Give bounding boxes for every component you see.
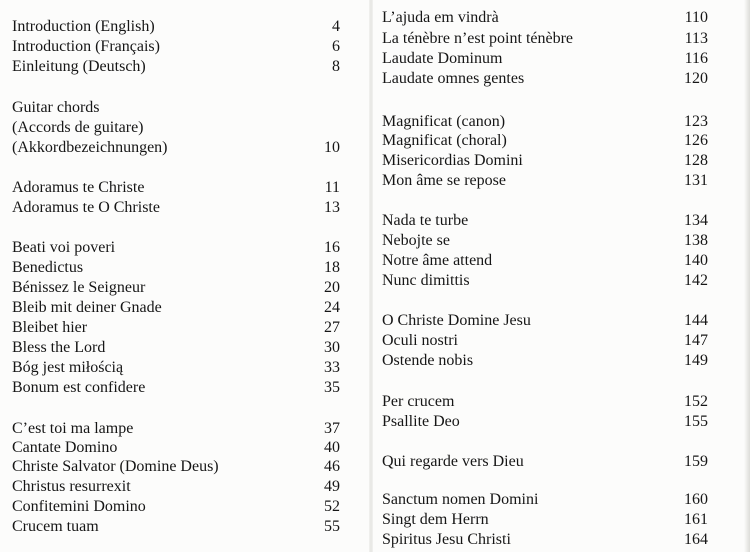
entry-page: 46 bbox=[324, 458, 340, 475]
toc-entry bbox=[0, 517, 372, 537]
entry-page: 123 bbox=[684, 113, 708, 130]
toc-entry bbox=[0, 278, 372, 298]
entry-page: 128 bbox=[684, 152, 708, 169]
entry-page: 24 bbox=[324, 299, 340, 316]
entry-page: 6 bbox=[332, 38, 340, 55]
toc-entry bbox=[0, 258, 372, 278]
entry-title: Qui regarde vers Dieu bbox=[382, 453, 524, 470]
toc-entry bbox=[0, 118, 372, 138]
toc-entry bbox=[0, 17, 372, 37]
entry-title: Sanctum nomen Domini bbox=[382, 491, 539, 508]
toc-entry bbox=[372, 490, 750, 510]
toc-entry bbox=[372, 112, 750, 132]
entry-title: Oculi nostri bbox=[382, 332, 458, 349]
entry-title: La ténèbre n’est point ténèbre bbox=[382, 30, 574, 47]
entry-title: Psallite Deo bbox=[382, 413, 460, 430]
toc-entry bbox=[372, 69, 750, 89]
entry-title: O Christe Domine Jesu bbox=[382, 312, 531, 329]
entry-title: Magnificat (canon) bbox=[382, 113, 506, 130]
toc-entry bbox=[0, 419, 372, 439]
entry-title: Adoramus te Christe bbox=[12, 179, 145, 196]
toc-entry bbox=[0, 37, 372, 57]
entry-title: Confitemini Domino bbox=[12, 498, 146, 515]
toc-entry bbox=[372, 412, 750, 432]
entry-page: 120 bbox=[684, 70, 708, 87]
entry-title: Nebojte se bbox=[382, 232, 450, 249]
entry-page: 52 bbox=[324, 498, 340, 515]
entry-title: Singt dem Herrn bbox=[382, 511, 489, 528]
entry-page: 18 bbox=[324, 259, 340, 276]
entry-page: 35 bbox=[324, 379, 340, 396]
entry-title: Mon âme se repose bbox=[382, 172, 506, 189]
entry-page: 164 bbox=[684, 531, 708, 548]
toc-entry bbox=[0, 438, 372, 458]
entry-title: Laudate omnes gentes bbox=[382, 70, 525, 87]
toc-entry bbox=[372, 530, 750, 550]
toc-entry bbox=[0, 477, 372, 497]
entry-page: 140 bbox=[684, 252, 708, 269]
toc-right-column bbox=[372, 0, 750, 552]
toc-entry bbox=[372, 49, 750, 69]
entry-page: 55 bbox=[324, 518, 340, 535]
toc-entry bbox=[372, 331, 750, 351]
entry-title: Laudate Dominum bbox=[382, 50, 503, 67]
toc-entry bbox=[0, 98, 372, 118]
entry-page: 134 bbox=[684, 212, 708, 229]
entry-title: Bénissez le Seigneur bbox=[12, 279, 146, 296]
entry-page: 8 bbox=[332, 58, 340, 75]
entry-page: 131 bbox=[684, 172, 708, 189]
entry-title: (Accords de guitare) bbox=[12, 119, 144, 136]
toc-entry bbox=[372, 311, 750, 331]
toc-entry bbox=[372, 8, 750, 28]
entry-title: Guitar chords bbox=[12, 99, 100, 116]
entry-page: 16 bbox=[324, 239, 340, 256]
toc-entry bbox=[0, 457, 372, 477]
entry-title: C’est toi ma lampe bbox=[12, 420, 134, 437]
toc-entry bbox=[0, 178, 372, 198]
toc-entry bbox=[372, 151, 750, 171]
entry-title: Einleitung (Deutsch) bbox=[12, 58, 146, 75]
entry-title: Nada te turbe bbox=[382, 212, 469, 229]
entry-page: 49 bbox=[324, 478, 340, 495]
toc-entry bbox=[0, 57, 372, 77]
toc-entry bbox=[0, 358, 372, 378]
entry-page: 126 bbox=[684, 132, 708, 149]
entry-page: 37 bbox=[324, 420, 340, 437]
entry-title: Bleibet hier bbox=[12, 319, 88, 336]
toc-entry bbox=[372, 510, 750, 530]
entry-title: Ostende nobis bbox=[382, 352, 474, 369]
entry-page: 27 bbox=[324, 319, 340, 336]
entry-page: 138 bbox=[684, 232, 708, 249]
entry-title: Spiritus Jesu Christi bbox=[382, 531, 511, 548]
entry-title: Adoramus te O Christe bbox=[12, 199, 160, 216]
page-edge-shadow bbox=[744, 0, 750, 552]
toc-entry bbox=[0, 298, 372, 318]
toc-entry bbox=[372, 29, 750, 49]
toc-entry bbox=[0, 138, 372, 158]
toc-entry bbox=[372, 452, 750, 472]
entry-page: 144 bbox=[684, 312, 708, 329]
toc-entry bbox=[372, 171, 750, 191]
entry-page: 113 bbox=[684, 30, 708, 47]
entry-title: Introduction (Français) bbox=[12, 38, 160, 55]
entry-title: Introduction (English) bbox=[12, 18, 155, 35]
entry-page: 33 bbox=[324, 359, 340, 376]
toc-entry bbox=[0, 497, 372, 517]
entry-title: Misericordias Domini bbox=[382, 152, 523, 169]
entry-title: Bonum est confidere bbox=[12, 379, 146, 396]
entry-title: Per crucem bbox=[382, 393, 455, 410]
entry-page: 11 bbox=[324, 179, 340, 196]
toc-entry bbox=[0, 378, 372, 398]
toc-entry bbox=[372, 351, 750, 371]
entry-page: 142 bbox=[684, 272, 708, 289]
toc-entry bbox=[0, 198, 372, 218]
toc-entry bbox=[0, 338, 372, 358]
entry-title: Benedictus bbox=[12, 259, 84, 276]
entry-page: 159 bbox=[684, 453, 708, 470]
entry-title: Magnificat (choral) bbox=[382, 132, 507, 149]
entry-title: Bleib mit deiner Gnade bbox=[12, 299, 162, 316]
toc-entry bbox=[0, 238, 372, 258]
toc-left-column bbox=[0, 0, 372, 552]
entry-page: 147 bbox=[684, 332, 708, 349]
entry-page: 149 bbox=[684, 352, 708, 369]
entry-title: Christe Salvator (Domine Deus) bbox=[12, 458, 219, 475]
entry-title: Bless the Lord bbox=[12, 339, 106, 356]
entry-page: 10 bbox=[324, 139, 340, 156]
entry-page: 152 bbox=[684, 393, 708, 410]
entry-title: (Akkordbezeichnungen) bbox=[12, 139, 168, 156]
entry-page: 4 bbox=[332, 18, 340, 35]
toc-entry bbox=[372, 231, 750, 251]
entry-title: Notre âme attend bbox=[382, 252, 493, 269]
toc-entry bbox=[0, 318, 372, 338]
entry-title: Crucem tuam bbox=[12, 518, 99, 535]
entry-page: 30 bbox=[324, 339, 340, 356]
toc-entry bbox=[372, 392, 750, 412]
toc-entry bbox=[372, 251, 750, 271]
entry-title: Nunc dimittis bbox=[382, 272, 470, 289]
toc-entry bbox=[372, 131, 750, 151]
entry-title: L’ajuda em vindrà bbox=[382, 9, 499, 26]
entry-page: 13 bbox=[324, 199, 340, 216]
entry-title: Beati voi poveri bbox=[12, 239, 116, 256]
entry-title: Cantate Domino bbox=[12, 439, 118, 456]
entry-page: 110 bbox=[684, 9, 708, 26]
entry-title: Bóg jest miłością bbox=[12, 359, 124, 376]
toc-entry bbox=[372, 211, 750, 231]
entry-page: 116 bbox=[684, 50, 708, 67]
entry-page: 160 bbox=[684, 491, 708, 508]
entry-page: 20 bbox=[324, 279, 340, 296]
entry-page: 161 bbox=[684, 511, 708, 528]
entry-page: 40 bbox=[324, 439, 340, 456]
entry-title: Christus resurrexit bbox=[12, 478, 131, 495]
entry-page: 155 bbox=[684, 413, 708, 430]
toc-entry bbox=[372, 271, 750, 291]
